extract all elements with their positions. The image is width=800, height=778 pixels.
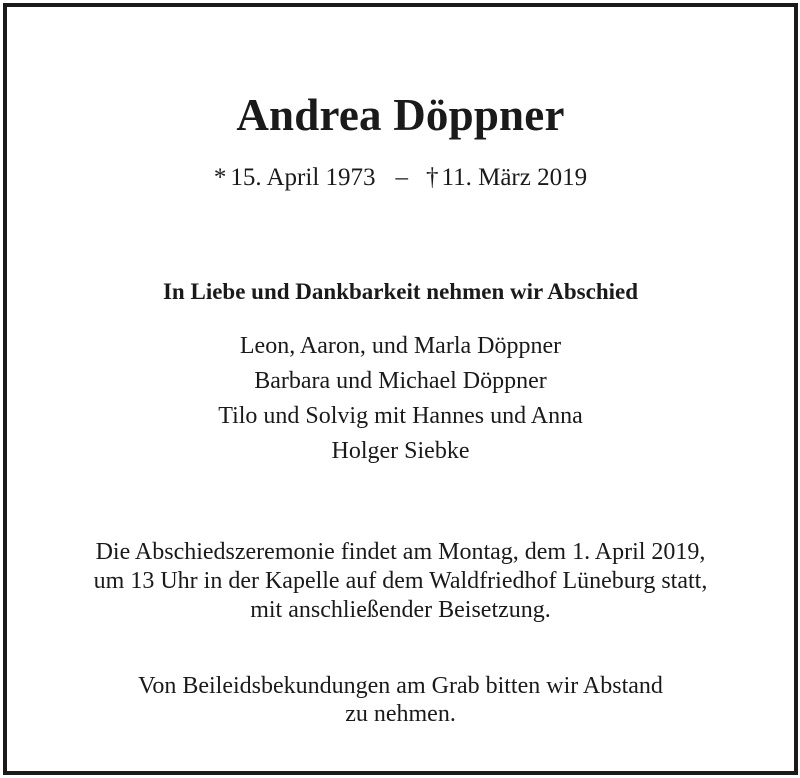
ceremony-line: Die Abschiedszeremonie findet am Montag, dem 1. April 2019, — [95, 539, 706, 565]
date-separator: – — [395, 164, 409, 191]
ceremony-info — [7, 538, 794, 625]
mourners-list — [7, 329, 794, 469]
farewell-heading: In Liebe und Dankbarkeit nehmen wir Abschied — [162, 279, 638, 304]
ceremony-line: mit anschließender Beisetzung. — [250, 597, 551, 623]
ceremony-line: um 13 Uhr in der Kapelle auf dem Waldfriedhof Lüneburg statt, — [93, 568, 708, 594]
mourner-line: Barbara und Michael Döppner — [254, 368, 547, 394]
death-cross-icon: † — [426, 164, 439, 191]
obituary-notice — [3, 3, 798, 775]
mourner-line: Leon, Aaron, und Marla Döppner — [239, 333, 562, 359]
request-line: zu nehmen. — [345, 701, 456, 727]
request-line: Von Beileidsbekundungen am Grab bitten wir Abstand — [138, 673, 663, 699]
death-date: 11. März 2019 — [441, 164, 588, 191]
life-dates — [7, 165, 794, 190]
mourner-line: Tilo und Solvig mit Hannes und Anna — [218, 403, 583, 429]
mourner-line: Holger Siebke — [331, 438, 470, 464]
deceased-name: Andrea Döppner — [236, 90, 565, 140]
birth-symbol: * — [213, 164, 227, 191]
birth-date: 15. April 1973 — [230, 164, 376, 191]
condolence-request — [7, 672, 794, 728]
